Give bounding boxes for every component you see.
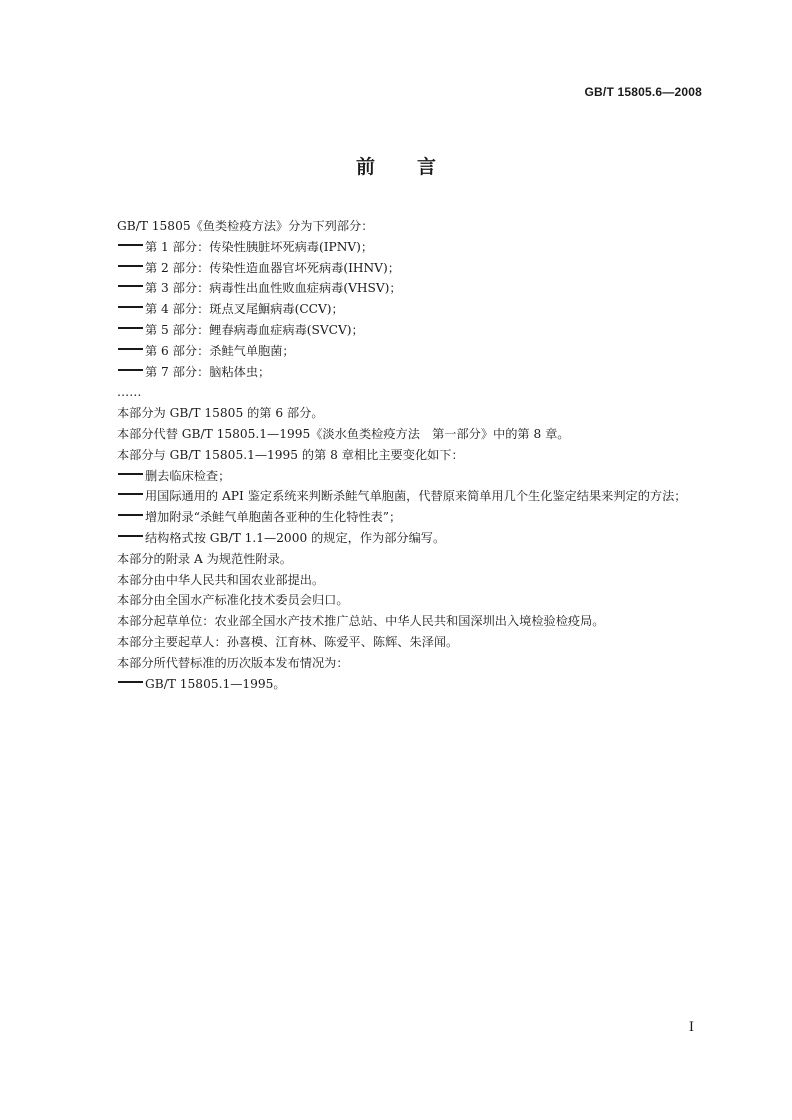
- history-intro-line: 本部分所代替标准的历次版本发布情况为：: [117, 655, 349, 670]
- this-part-line: 本部分为 GB/T 15805 的第 6 部分。: [117, 406, 324, 421]
- standard-code: GB/T 15805.6—2008: [584, 85, 702, 99]
- dash-mark: [117, 262, 145, 272]
- list-item: 增加附录“杀鲑气单胞菌各亚种的生化特性表”；: [117, 507, 707, 528]
- list-item: 第 1 部分：传染性胰脏坏死病毒(IPNV)；: [117, 237, 707, 258]
- dash-mark: [117, 511, 145, 521]
- list-item: 第 3 部分：病毒性出血性败血症病毒(VHSV)；: [117, 278, 707, 299]
- replaces-line: 本部分代替 GB/T 15805.1—1995《淡水鱼类检疫方法 第一部分》中的第 8 章。: [117, 426, 570, 441]
- list-item: 结构格式按 GB/T 1.1—2000 的规定，作为部分编写。: [117, 528, 707, 549]
- foreword-body: [117, 216, 707, 694]
- dash-mark: [117, 678, 145, 688]
- dash-mark: [117, 532, 145, 542]
- list-item: 第 2 部分：传染性造血器官坏死病毒(IHNV)；: [117, 258, 707, 279]
- list-item: 第 4 部分：斑点叉尾鮰病毒(CCV)；: [117, 299, 707, 320]
- dash-mark: [117, 324, 145, 334]
- dash-mark: [117, 345, 145, 355]
- proposed-by-line: 本部分由中华人民共和国农业部提出。: [117, 572, 325, 587]
- list-item: GB/T 15805.1—1995。: [117, 674, 707, 695]
- drafters-line: 本部分主要起草人：孙喜模、江育林、陈爱平、陈辉、朱泽闻。: [117, 634, 459, 649]
- list-item: 第 5 部分：鲤春病毒血症病毒(SVCV)；: [117, 320, 707, 341]
- intro-line: GB/T 15805《鱼类检疫方法》分为下列部分：: [117, 219, 374, 233]
- drafting-units-line: 本部分起草单位：农业部全国水产技术推广总站、中华人民共和国深圳出入境检验检疫局。: [117, 614, 605, 629]
- dash-mark: [117, 490, 145, 500]
- annex-line: 本部分的附录 A 为规范性附录。: [117, 551, 292, 566]
- dash-mark: [117, 470, 145, 480]
- changes-intro-line: 本部分与 GB/T 15805.1—1995 的第 8 章相比主要变化如下：: [117, 447, 464, 462]
- dash-mark: [117, 366, 145, 376]
- dash-mark: [117, 282, 145, 292]
- ellipsis-line: ……: [117, 385, 142, 400]
- list-item: 删去临床检查；: [117, 466, 707, 487]
- list-item: 第 7 部分：脑粘体虫；: [117, 362, 707, 383]
- centralized-by-line: 本部分由全国水产标准化技术委员会归口。: [117, 593, 349, 608]
- list-item: 用国际通用的 API 鉴定系统来判断杀鲑气单胞菌，代替原来简单用几个生化鉴定结果来判定的方法；: [117, 486, 707, 507]
- dash-mark: [117, 241, 145, 251]
- dash-mark: [117, 303, 145, 313]
- page-title: 前言: [355, 156, 478, 178]
- page-number: I: [688, 1020, 694, 1035]
- list-item: 第 6 部分：杀鲑气单胞菌；: [117, 341, 707, 362]
